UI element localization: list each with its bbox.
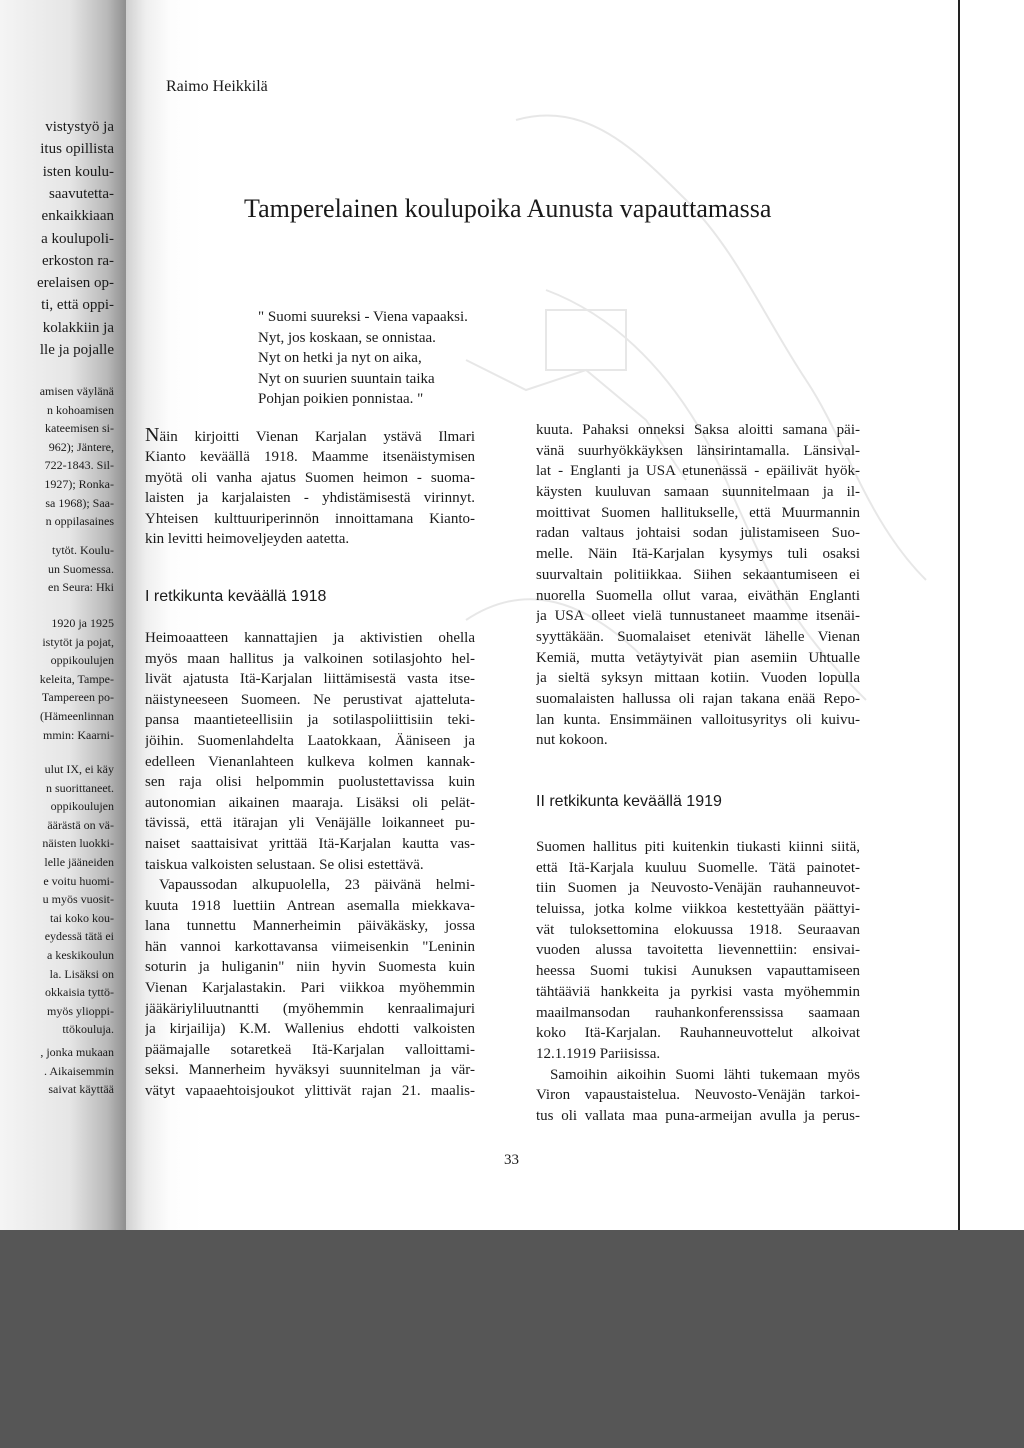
left-page-footnote-line: 962); Jäntere, bbox=[48, 439, 114, 454]
left-page-footnote-line: la. Lisäksi on bbox=[49, 966, 114, 981]
text-line: taiskua valkoisten selustaan. Se olisi estettävä. bbox=[145, 856, 424, 873]
text-line: että Itä-Karjala kuuluu Suomelle. Tätä painotet- bbox=[536, 859, 860, 876]
text-line: syyttäkään. Suomalaiset etenivät lähelle Vienan bbox=[536, 628, 860, 645]
left-page-footnote-line: n kohoamisen bbox=[47, 402, 114, 417]
column-right bbox=[536, 420, 860, 1127]
left-page-line: enkaikkiaan bbox=[41, 208, 114, 225]
left-page-footnote-line: lelle jääneiden bbox=[44, 855, 114, 869]
text-line: teluissa, jotka kolme viikkoa kestettyään päättyi- bbox=[536, 901, 860, 918]
text-line: myötä oli vanha ajatus Suomen heimon - suoma- bbox=[145, 469, 475, 486]
text-line: ja USA olleet vielä tunnustaneet maamme itsenäi- bbox=[536, 608, 860, 625]
left-page-footnote-line: 722-1843. Sil- bbox=[44, 458, 114, 473]
left-page-footnote-line: mmin: Kaarni- bbox=[43, 727, 114, 742]
left-page-line: vistystyö ja bbox=[45, 119, 114, 135]
text-line: nuorella Suomella ollut varaa, eiväthän Englanti bbox=[536, 587, 860, 604]
text-line: jääkäriyliluutnantti (myöhemmin kenraalimajuri bbox=[145, 1000, 475, 1017]
text-line: Vienan Karjalastakin. Pari viikkoa myöhemmin bbox=[145, 980, 475, 997]
left-page-footnote-line: u myös vuosit- bbox=[42, 892, 114, 907]
epigraph-line: " Suomi suureksi - Viena vapaaksi. bbox=[258, 309, 468, 325]
left-page-line: lle ja pojalle bbox=[39, 342, 114, 358]
page bbox=[126, 0, 958, 1230]
author-name: Raimo Heikkilä bbox=[166, 78, 268, 95]
text-line: myös maan hallitus ja valkoinen sotilasjohto hel- bbox=[145, 650, 475, 667]
left-page-footnote-line: eydessä tätä ei bbox=[44, 929, 114, 944]
text-line: pansa maantieteellisiin ja sotilaspoliittisiin teki- bbox=[145, 712, 475, 729]
text-line: seksi. Mannerheim hyväksyi suunnitelman ja vär- bbox=[145, 1062, 475, 1079]
text-line: Näin kirjoitti Vienan Karjalan ystävä Ilmari bbox=[145, 424, 475, 446]
column-left bbox=[145, 423, 475, 1102]
text-line: moittivat Suomen hallitukselle, että Muurmannin bbox=[536, 504, 860, 521]
left-page-footnote-line: en Seura: Hki bbox=[48, 580, 114, 595]
text-line: kuuta 1918 luettiin Antrean asemalla miekkava- bbox=[145, 897, 475, 914]
left-page-footnote-line: ttökouluja. bbox=[62, 1022, 114, 1037]
text-line: Suomen hallitus piti kuitenkin tiukasti kiinni siitä, bbox=[536, 839, 860, 855]
text-line: kin levitti heimoveljeyden aatetta. bbox=[145, 531, 350, 548]
left-page-line: a koulupoli- bbox=[41, 230, 114, 247]
intro-paragraph bbox=[145, 447, 475, 550]
text-line: näistyneeseen Suomeen. Ne perustivat ajatteluta- bbox=[145, 691, 475, 708]
text-line: Vapaussodan alkupuolella, 23 päivänä helmi- bbox=[159, 877, 475, 894]
section-heading: I retkikunta keväällä 1918 bbox=[145, 587, 327, 605]
left-page-footnote-line: e voitu huomi- bbox=[43, 873, 114, 888]
text-line: kuuta. Pahaksi onneksi Saksa aloitti samana päi- bbox=[536, 422, 860, 438]
left-page-footnote-line: 1927); Ronka- bbox=[44, 477, 114, 491]
left-page-footnote-line: Tampereen po- bbox=[41, 690, 114, 705]
left-page-footnote-line: istytöt ja pojat, bbox=[42, 634, 114, 649]
left-page-footnote-line: . Aikaisemmin bbox=[44, 1063, 114, 1078]
left-page-footnote-line: äärästä on vä- bbox=[47, 817, 114, 832]
text-line: lat - Englanti ja USA etunenässä - epäilivät hyök- bbox=[536, 463, 860, 480]
text-line: käysten kuuluvan samaan suunnitelmaan ja il- bbox=[536, 484, 860, 501]
epigraph-line: Nyt on hetki ja nyt on aika, bbox=[258, 350, 422, 366]
epigraph-line: Pohjan poikien ponnistaa. " bbox=[258, 391, 424, 407]
text-line: vätyt vapaaehtoisjoukot ylittivät rajan 21. maalis- bbox=[145, 1083, 475, 1100]
text-line: sen raja olisi helpommin puolustettavissa kuin bbox=[145, 774, 475, 791]
left-page-line: erkoston ra- bbox=[41, 252, 114, 269]
text-line: tävissä, että itärajan yli Venäjälle loikanneet pu- bbox=[145, 815, 475, 832]
text-line: soturin ja huliganin" niin hyvin Suomesta kuin bbox=[145, 959, 475, 976]
left-page-line: isten koulu- bbox=[42, 163, 114, 180]
text-line: koko Itä-Karjalan. Rauhanneuvottelut alkoivat bbox=[536, 1025, 860, 1042]
text-line: tiin Suomen ja Neuvosto-Venäjän rauhanneuvot- bbox=[536, 880, 860, 897]
left-page-footnote-line: saivat käyttää bbox=[48, 1082, 114, 1097]
left-page-footnote-line: tai koko kou- bbox=[50, 910, 114, 925]
left-page-footnote-line: okkaisia tyttö- bbox=[45, 985, 114, 1000]
text-line: jöihin. Suomenlahdelta Laatokkaan, Ääniseen ja bbox=[145, 732, 475, 749]
left-page-footnote-line: ulut IX, ei käy bbox=[44, 762, 114, 776]
text-line: edelleen Vienanlahteen kulkeva kolmen kannak- bbox=[145, 753, 475, 770]
left-page-footnote-line: näisten luokki- bbox=[42, 836, 114, 851]
paragraph bbox=[536, 837, 860, 1065]
text-line: heessa Suomi tukisi Aunuksen vapauttamiseen bbox=[536, 963, 860, 980]
text-line: tus oli vallata maa puna-armeijan avulla ja perus- bbox=[536, 1107, 860, 1124]
left-page-footnote-line: sa 1968); Saa- bbox=[45, 495, 114, 510]
left-page-footnote-line: 1920 ja 1925 bbox=[51, 616, 114, 630]
article-title: Tamperelainen koulupoika Aunusta vapauttamassa bbox=[244, 194, 772, 223]
text-line: naiset saattaisivat yrittää Itä-Karjalan kautta vas- bbox=[145, 835, 475, 852]
text-line: tähtääviä hankkeita ja pyrkisi vasta myöhemmin bbox=[536, 983, 860, 1000]
text-line: vänä suurhyökkäyksen länsirintamalla. Länsival- bbox=[536, 442, 860, 459]
left-page-footnote-line: un Suomessa. bbox=[48, 561, 114, 576]
text-line: Viron vapaustaistelua. Neuvosto-Venäjän tarkoi- bbox=[536, 1087, 860, 1104]
text-line: laisten ja karjalaisten - yhdistämisestä virinnyt. bbox=[145, 490, 475, 507]
paragraph bbox=[145, 875, 475, 1102]
text-line: Samoihin aikoihin Suomi lähti tukemaan myös bbox=[550, 1066, 860, 1083]
left-page-footnote-line: n suorittaneet. bbox=[46, 780, 114, 795]
drop-cap: N bbox=[145, 424, 160, 446]
text-line: ja kirjailija) K.M. Wallenius ehdotti valkoisten bbox=[145, 1021, 475, 1038]
text-line: melle. Näin Itä-Karjalan kysymys tuli osaksi bbox=[536, 546, 860, 563]
text-line: hän vannoi karkottavansa viimeisenkin "Leninin bbox=[145, 938, 475, 955]
left-page-line: erelaisen op- bbox=[36, 275, 114, 292]
paragraph bbox=[145, 628, 475, 875]
text-line: vät tuloksettomina elokuussa 1918. Seuraavan bbox=[536, 921, 860, 938]
left-page-footnote-line: n oppilasaines bbox=[45, 514, 114, 529]
left-page-line: ti, että oppi- bbox=[41, 297, 114, 314]
scanner-background bbox=[0, 1228, 1024, 1448]
epigraph-line: Nyt on suurien suuntain taika bbox=[258, 370, 435, 387]
text-line: Heimoaatteen kannattajien ja aktivistien ohella bbox=[145, 629, 475, 646]
text-line: Kemiä, mutta vetäytyivät pian asemiin Uhtualle bbox=[536, 649, 860, 666]
epigraph bbox=[258, 307, 468, 410]
left-page-footnote-line: kateemisen si- bbox=[45, 421, 114, 436]
text-line: suomalaisten hallussa oli rajan takana enää Repo- bbox=[536, 690, 860, 707]
left-page-line: saavutetta- bbox=[49, 185, 114, 202]
text-line: livät ajatusta Itä-Karjalan liittämisestä vasta itse- bbox=[145, 671, 475, 688]
text-line: lan kunta. Ensimmäinen valloitusyritys oli kuivu- bbox=[536, 711, 860, 728]
left-page-footnote-line: (Hämeenlinnan bbox=[40, 709, 114, 723]
text-line: Kianto keväällä 1918. Maamme itsenäistymisen bbox=[145, 449, 475, 465]
text-line: ja sieltä syksyn mittaan kotiin. Vuoden lopulla bbox=[536, 670, 860, 687]
paragraph bbox=[536, 420, 860, 751]
left-page-line: itus opillista bbox=[40, 141, 114, 158]
left-page-footnote-line: a keskikoulun bbox=[47, 948, 114, 962]
left-page-footnote-line: tytöt. Koulu- bbox=[52, 543, 114, 557]
text-line: päämajalle sotaretkeä Itä-Karjalan valloittami- bbox=[145, 1041, 475, 1058]
left-page-footnote-line: oppikoulujen bbox=[50, 653, 114, 668]
text-line: autonomian aikainen maaraja. Lisäksi oli pelät- bbox=[145, 794, 475, 811]
scanner-margin bbox=[958, 0, 1024, 1230]
left-page-fragment bbox=[0, 0, 126, 1230]
left-page-footnote-line: , jonka mukaan bbox=[40, 1045, 114, 1059]
left-page-footnote-line: myös ylioppi- bbox=[46, 1003, 114, 1018]
text-line: suurvaltain politiikkaa. Siihen sekaantumiseen ei bbox=[536, 566, 860, 583]
page-number: 33 bbox=[504, 1152, 519, 1168]
text-line: nut kokoon. bbox=[536, 732, 608, 749]
left-page-footnote-line: amisen väylänä bbox=[39, 384, 114, 398]
epigraph-line: Nyt, jos koskaan, se onnistaa. bbox=[258, 329, 436, 346]
text-line: lana tunnettu Mannerheimin päiväkäsky, jossa bbox=[145, 918, 475, 935]
text-line: maailmansodan rauhankonferenssissa saamaan bbox=[536, 1004, 860, 1021]
paragraph bbox=[536, 1065, 860, 1127]
section-heading: II retkikunta keväällä 1919 bbox=[536, 793, 722, 810]
text-line: 12.1.1919 Pariisissa. bbox=[536, 1045, 661, 1062]
text-line: radan valtaus johtaisi sodan julistamiseen Suo- bbox=[536, 525, 860, 542]
left-page-line: kolakkiin ja bbox=[42, 319, 114, 336]
left-page-footnote-line: oppikoulujen bbox=[50, 799, 114, 814]
text-line: Yhteisen kulttuuriperinnön innoittamana Kianto- bbox=[145, 510, 475, 527]
left-page-footnote-line: keleita, Tampe- bbox=[39, 671, 114, 686]
text-line: vuoden alussa tavoitetta lievennettiin: ensivai- bbox=[536, 942, 860, 959]
